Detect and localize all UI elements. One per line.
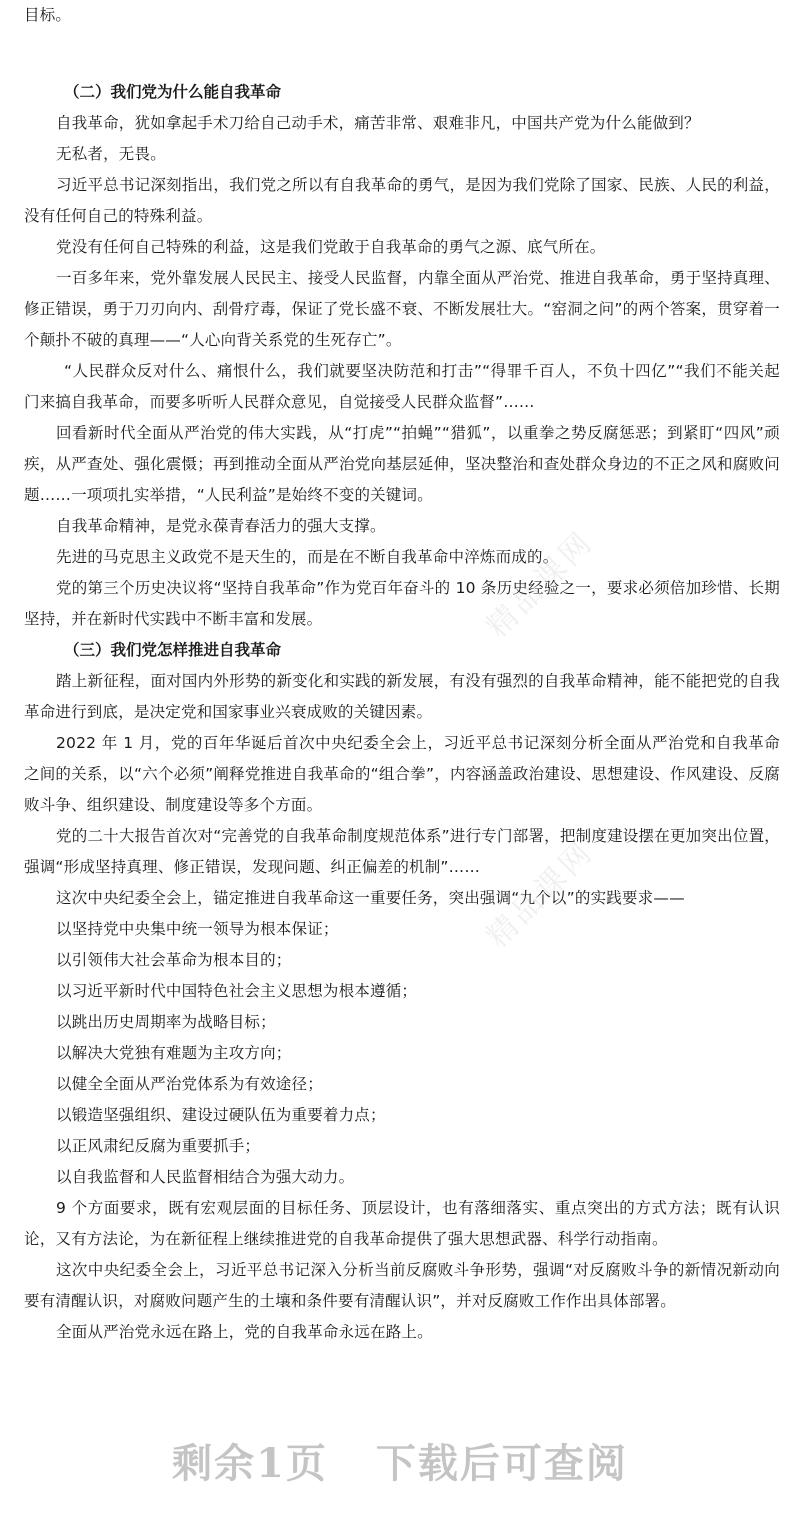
- paragraph: 党的二十大报告首次对“完善党的自我革命制度规范体系”进行专门部署，把制度建设摆在更加突出位置，强调“形成坚持真理、修正错误，发现问题、纠正偏差的机制”……: [24, 827, 780, 876]
- paragraph: 习近平总书记深刻指出，我们党之所以有自我革命的勇气，是因为我们党除了国家、民族、人民的利益，没有任何自己的特殊利益。: [24, 176, 780, 225]
- list-item: 以锻造坚强组织、建设过硬队伍为重要着力点；: [56, 1106, 386, 1124]
- document-body: [24, 0, 780, 1348]
- paragraph: 回看新时代全面从严治党的伟大实践，从“打虎”“拍蝇”“猎狐”，以重拳之势反腐惩恶；到紧盯“四风”顽疾，从严查处、强化震慑；再到推动全面从严治党向基层延伸，坚决整治和查处群众身边的不正之风和腐败问题……一项项扎实举措，“人民利益”是始终不变的关键词。: [24, 424, 780, 504]
- list-item: 以正风肃纪反腐为重要抓手；: [56, 1137, 261, 1155]
- list-item: 以解决大党独有难题为主攻方向；: [56, 1044, 292, 1062]
- download-to-view-label: 下载后可查阅: [375, 1440, 628, 1487]
- paragraph: 目标。: [24, 6, 72, 24]
- paragraph: 党没有任何自己特殊的利益，这是我们党敢于自我革命的勇气之源、底气所在。: [56, 238, 606, 256]
- section-heading-2: （二）我们党为什么能自我革命: [64, 83, 282, 101]
- list-item: 以健全全面从严治党体系为有效途径；: [56, 1075, 323, 1093]
- paragraph: 自我革命精神，是党永葆青春活力的强大支撑。: [56, 517, 386, 535]
- list-item: 以习近平新时代中国特色社会主义思想为根本遵循；: [56, 982, 418, 1000]
- section-heading-3: （三）我们党怎样推进自我革命: [64, 641, 282, 659]
- paragraph: 踏上新征程，面对国内外形势的新变化和实践的新发展，有没有强烈的自我革命精神，能不能把党的自我革命进行到底，是决定党和国家事业兴衰成败的关键因素。: [24, 672, 780, 721]
- paragraph: 这次中央纪委全会上，习近平总书记深入分析当前反腐败斗争形势，强调“对反腐败斗争的新情况新动向要有清醒认识，对腐败问题产生的土壤和条件要有清醒认识”，并对反腐败工作作出具体部署。: [24, 1261, 780, 1310]
- paragraph: “人民群众反对什么、痛恨什么，我们就要坚决防范和打击”“得罪千百人，不负十四亿”“我们不能关起门来搞自我革命，而要多听听人民群众意见，自觉接受人民群众监督”……: [24, 362, 780, 411]
- paragraph: 自我革命，犹如拿起手术刀给自己动手术，痛苦非常、艰难非凡，中国共产党为什么能做到？: [56, 114, 700, 132]
- remaining-pages-label: 剩余1页: [172, 1440, 328, 1487]
- watermark: 精品课网: [480, 524, 601, 645]
- paragraph: 9 个方面要求，既有宏观层面的目标任务、顶层设计，也有落细落实、重点突出的方式方法；既有认识论，又有方法论，为在新征程上继续推进党的自我革命提供了强大思想武器、科学行动指南。: [24, 1199, 780, 1248]
- paragraph: 先进的马克思主义政党不是天生的，而是在不断自我革命中淬炼而成的。: [56, 548, 559, 566]
- list-item: 以自我监督和人民监督相结合为强大动力。: [56, 1168, 355, 1186]
- paragraph: 一百多年来，党外靠发展人民民主、接受人民监督，内靠全面从严治党、推进自我革命，勇于坚持真理、修正错误，勇于刀刃向内、刮骨疗毒，保证了党长盛不衰、不断发展壮大。“窑洞之问”的两个答案，贯穿着一个颠扑不破的真理——“人心向背关系党的生死存亡”。: [24, 269, 780, 349]
- list-item: 以坚持党中央集中统一领导为根本保证；: [56, 920, 339, 938]
- download-prompt[interactable]: [0, 1432, 800, 1489]
- paragraph: 党的第三个历史决议将“坚持自我革命”作为党百年奋斗的 10 条历史经验之一，要求必须倍加珍惜、长期坚持，并在新时代实践中不断丰富和发展。: [24, 579, 780, 628]
- list-item: 以跳出历史周期率为战略目标；: [56, 1013, 276, 1031]
- watermark: 精品课网: [480, 834, 601, 955]
- list-item: 以引领伟大社会革命为根本目的；: [56, 951, 292, 969]
- paragraph: 全面从严治党永远在路上，党的自我革命永远在路上。: [56, 1323, 433, 1341]
- paragraph: 这次中央纪委全会上，锚定推进自我革命这一重要任务，突出强调“九个以”的实践要求——: [56, 889, 685, 907]
- paragraph: 无私者，无畏。: [56, 145, 166, 163]
- paragraph: 2022 年 1 月，党的百年华诞后首次中央纪委全会上，习近平总书记深刻分析全面从严治党和自我革命之间的关系，以“六个必须”阐释党推进自我革命的“组合拳”，内容涵盖政治建设、思想建设、作风建设、反腐败斗争、组织建设、制度建设等多个方面。: [24, 734, 780, 814]
